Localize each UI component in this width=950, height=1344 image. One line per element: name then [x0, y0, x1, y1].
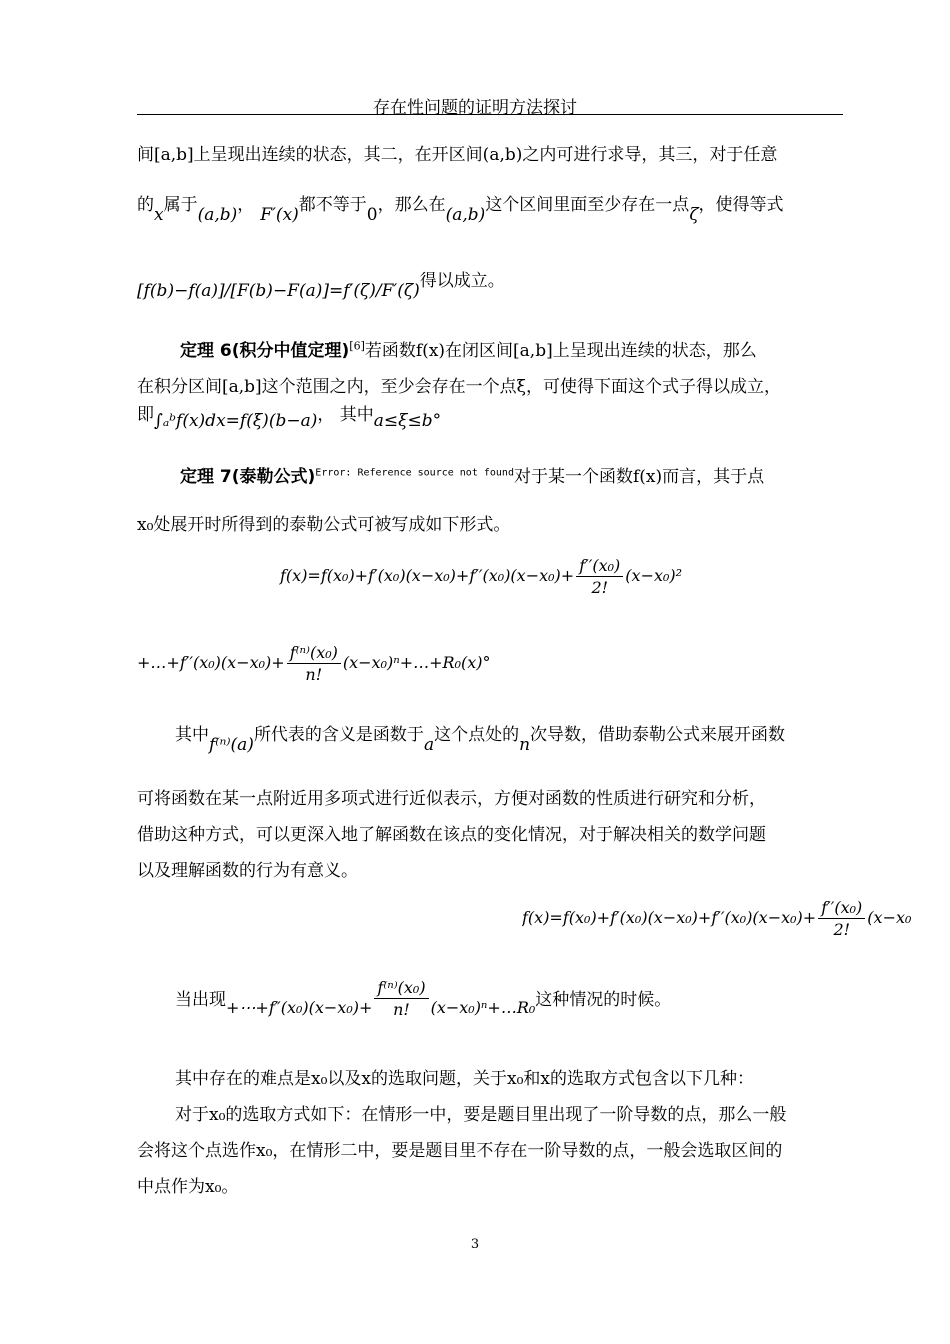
text-line — [137, 190, 784, 225]
text-line — [175, 720, 786, 755]
fraction — [374, 978, 428, 1019]
text-fragment: 若函数f(x)在闭区间[a,b]上呈现出连续的状态，那么 — [364, 341, 757, 361]
math-interval: (a,b) — [197, 205, 238, 225]
theorem-6-line — [180, 336, 757, 361]
text-line: 其中存在的难点是x₀以及x的选取问题，关于x₀和x的选取方式包含以下几种： — [175, 1069, 754, 1089]
text-line: 会将这个点选作x₀，在情形二中，要是题目里不存在一阶导数的点，一般会选取区间的 — [137, 1141, 783, 1161]
reference-error: Error: Reference source not found — [315, 467, 514, 479]
text-fragment: 都不等于 — [298, 195, 367, 215]
formula-rhs: (x−x₀)ⁿ+…+R₀(x)° — [342, 653, 491, 672]
formula-rhs: (x−x₀)² — [625, 566, 683, 585]
text-fragment: ， — [237, 195, 255, 215]
text-fragment: 的 — [137, 195, 154, 215]
text-fragment: 其中 — [175, 725, 209, 745]
theorem-7-line — [180, 462, 764, 487]
header-rule — [137, 114, 843, 115]
citation: [6] — [349, 339, 365, 353]
text-line — [175, 980, 671, 1021]
text-line — [137, 400, 442, 431]
text-line: 中点作为x₀。 — [137, 1177, 239, 1197]
text-fragment: ， 其中 — [317, 405, 374, 425]
fraction-denominator: 2! — [833, 920, 851, 939]
theorem-6-label: 定理 6(积分中值定理) — [180, 341, 350, 361]
text-fragment: 这种情况的时候。 — [535, 990, 672, 1010]
text-fragment: 对于某一个函数f(x)而言，其于点 — [513, 467, 765, 487]
math-variable: n — [519, 735, 531, 755]
formula-rhs: (x−x₀ — [867, 908, 912, 927]
math-condition: a≤ξ≤b° — [373, 411, 442, 431]
text-fragment: 这个区间里面至少存在一点 — [485, 195, 690, 215]
taylor-formula-line-1 — [280, 556, 682, 597]
text-fragment: 即 — [137, 405, 154, 425]
fraction-denominator: n! — [305, 665, 323, 684]
text-fragment: 当出现 — [175, 990, 226, 1010]
fraction — [287, 643, 341, 684]
formula-lhs: +⋯+f″(x₀)(x−x₀)+ — [226, 998, 373, 1017]
text-line: 在积分区间[a,b]这个范围之内，至少会存在一个点ξ，可使得下面这个式子得以成立， — [137, 377, 782, 397]
text-fragment: 次导数，借助泰勒公式来展开函数 — [530, 725, 786, 745]
text-line: 以及理解函数的行为有意义。 — [137, 861, 358, 881]
page-header: 存在性问题的证明方法探讨 — [373, 98, 577, 118]
math-variable: x — [154, 205, 164, 225]
text-fragment: 得以成立。 — [419, 271, 505, 291]
text-fragment: 属于 — [163, 195, 198, 215]
fraction-denominator: 2! — [591, 578, 609, 597]
cauchy-equation: [f(b)−f(a)]/[F(b)−F(a)]=f′(ζ)/F′(ζ) — [137, 281, 420, 301]
formula-lhs: f(x)=f(x₀)+f′(x₀)(x−x₀)+f′′(x₀)(x−x₀)+ — [522, 908, 817, 927]
text-fragment: ，那么在 — [377, 195, 446, 215]
math-interval: (a,b) — [445, 205, 486, 225]
math-variable: a — [423, 735, 435, 755]
fraction — [576, 556, 623, 597]
fraction-numerator: f⁽ⁿ⁾(x₀) — [287, 643, 341, 664]
text-fragment: 这个点处的 — [434, 725, 520, 745]
text-line: 可将函数在某一点附近用多项式进行近似表示，方便对函数的性质进行研究和分析， — [137, 789, 766, 809]
text-line: 间[a,b]上呈现出连续的状态，其二，在开区间(a,b)之内可进行求导，其三，对于任意 — [137, 145, 778, 165]
text-line: x₀处展开时所得到的泰勒公式可被写成如下形式。 — [137, 515, 511, 535]
formula-rhs: (x−x₀)ⁿ+…R₀ — [430, 998, 536, 1017]
text-line: 借助这种方式，可以更深入地了解函数在该点的变化情况，对于解决相关的数学问题 — [137, 825, 766, 845]
theorem-7-label: 定理 7(泰勒公式) — [180, 467, 316, 487]
fraction-numerator: f′′(x₀) — [818, 898, 865, 919]
integral-equation: ∫ₐᵇf(x)dx=f(ξ)(b−a) — [154, 411, 318, 431]
math-zeta: ζ — [689, 205, 699, 225]
math-derivative: F′(x) — [260, 205, 299, 225]
fraction-numerator: f⁽ⁿ⁾(x₀) — [374, 978, 428, 999]
formula-lhs: f(x)=f(x₀)+f′(x₀)(x−x₀)+f′′(x₀)(x−x₀)+ — [280, 566, 575, 585]
text-line: 对于x₀的选取方式如下：在情形一中，要是题目里出现了一阶导数的点，那么一般 — [175, 1105, 787, 1125]
math-zero: 0 — [366, 205, 378, 225]
text-fragment: 所代表的含义是函数于 — [253, 725, 424, 745]
taylor-formula-line-3 — [522, 898, 950, 939]
fraction-denominator: n! — [393, 1000, 410, 1019]
text-line — [137, 266, 505, 301]
math-nth-derivative: f⁽ⁿ⁾(a) — [209, 735, 254, 755]
page-number: 3 — [470, 1237, 480, 1252]
taylor-formula-line-2 — [137, 643, 491, 684]
fraction — [818, 898, 865, 939]
text-fragment: ，使得等式 — [698, 195, 784, 215]
fraction-numerator: f′′(x₀) — [576, 556, 623, 577]
formula-lhs: +…+f′′(x₀)(x−x₀)+ — [137, 653, 285, 672]
